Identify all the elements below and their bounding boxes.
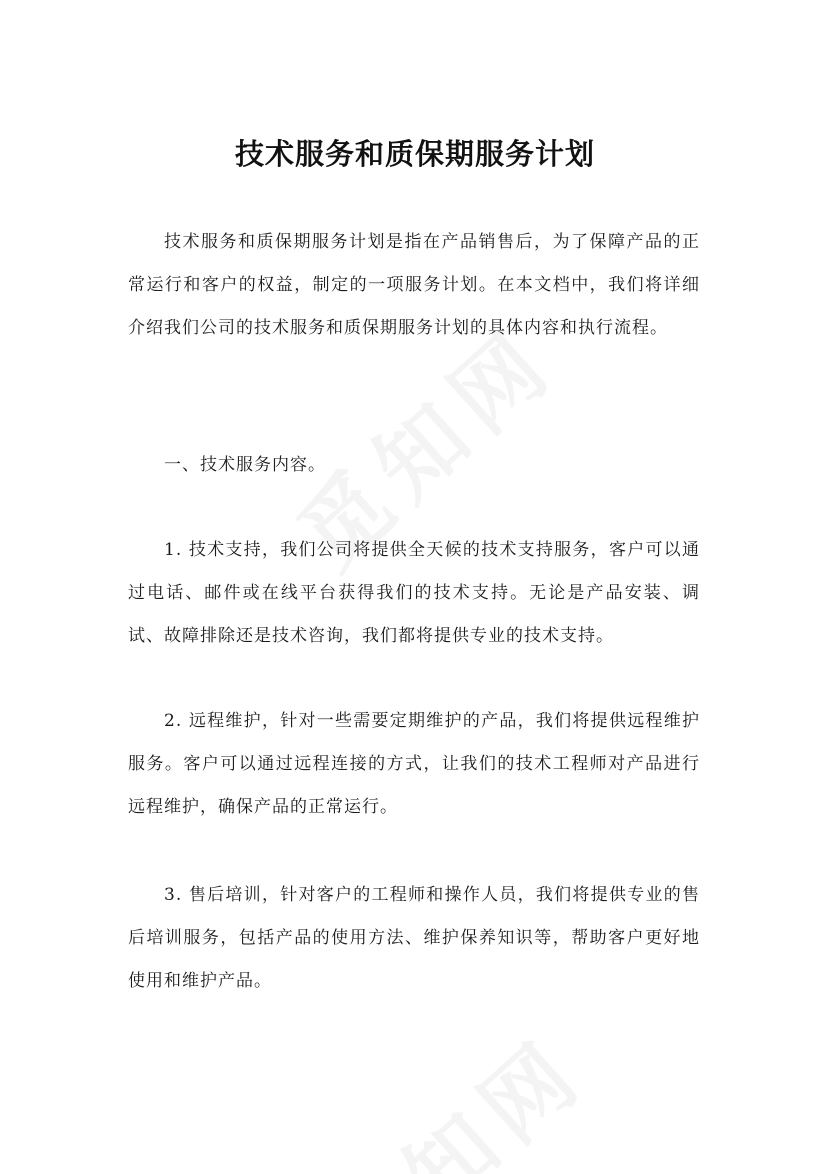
list-item: 2. 远程维护，针对一些需要定期维护的产品，我们将提供远程维护服务。客户可以通过远程连接的方式，让我们的技术工程师对产品进行远程维护，确保产品的正常运行。 — [128, 711, 700, 817]
intro-paragraph: 技术服务和质保期服务计划是指在产品销售后，为了保障产品的正常运行和客户的权益，制定的一项服务计划。在本文档中，我们将详细介绍我们公司的技术服务和质保期服务计划的具体内容和执行流程。 — [128, 232, 700, 338]
list-item: 3. 售后培训，针对客户的工程师和操作人员，我们将提供专业的售后培训服务，包括产品的使用方法、维护保养知识等，帮助客户更好地使用和维护产品。 — [128, 885, 700, 991]
watermark — [297, 1004, 609, 1174]
section-heading: 一、技术服务内容。 — [164, 455, 326, 475]
list-item: 1. 技术支持，我们公司将提供全天候的技术支持服务，客户可以通过电话、邮件或在线平台获得我们的技术支持。无论是产品安装、调试、故障排除还是技术咨询，我们都将提供专业的技术支持。 — [128, 540, 700, 646]
document-title: 技术服务和质保期服务计划 — [234, 137, 595, 171]
